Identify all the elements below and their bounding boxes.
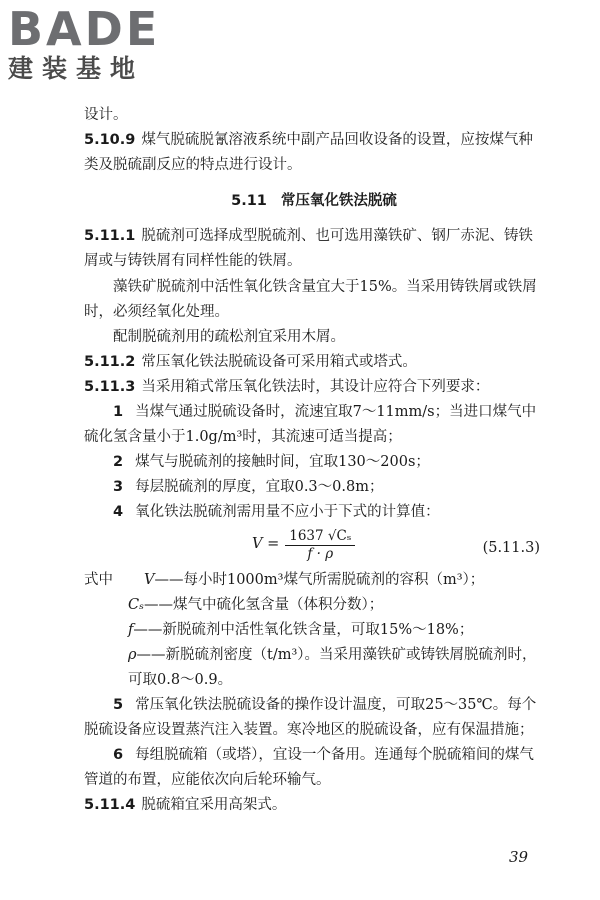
equation-fraction	[285, 528, 355, 563]
variable-definition-rho	[84, 643, 544, 693]
section-title: 常压氧化铁法脱硫	[280, 192, 397, 210]
clause-5-11-1	[84, 224, 544, 274]
item-text: 常压氧化铁法脱硫设备的操作设计温度，可取25～35℃。每个脱硫设备应设置蒸汽注入装置。寒冷地区的脱硫设备，应有保温措施；	[84, 696, 537, 739]
equation-numerator: 1637 √Cₛ	[285, 528, 355, 546]
clause-5-10-9	[84, 128, 544, 178]
item-text: 每组脱硫箱（或塔），宜设一个备用。连通每个脱硫箱间的煤气管道的布置，应能依次向后轮环输气。	[84, 747, 534, 789]
list-item-1	[84, 400, 544, 450]
variable-symbol: ρ	[128, 646, 137, 663]
list-item-3	[84, 475, 544, 500]
list-item-5	[84, 693, 544, 743]
list-item-6	[84, 743, 544, 793]
clause-5-11-3	[84, 375, 544, 400]
equation	[84, 528, 544, 566]
item-number: 2	[113, 454, 124, 471]
item-text: 当煤气通过脱硫设备时，流速宜取7～11mm/s；当进口煤气中硫化氢含量小于1.0g/m³时，其流速可适当提高；	[84, 404, 537, 446]
list-item-2	[84, 450, 544, 475]
clause-text: 脱硫箱宜采用高架式。	[141, 797, 287, 814]
clause-number: 5.11.1	[84, 228, 136, 245]
clause-text: 脱硫剂可选择成型脱硫剂、也可选用藻铁矿、钢厂赤泥、铸铁屑或与铸铁屑有同样性能的铁屑。	[84, 228, 533, 270]
brand-logo	[8, 4, 178, 84]
item-number: 1	[113, 404, 124, 421]
item-text: 每层脱硫剂的厚度，宜取0.3～0.8m；	[135, 479, 384, 496]
item-number: 3	[113, 479, 124, 496]
list-item-4	[84, 500, 544, 525]
variable-symbol: f	[128, 621, 134, 638]
variable-description: ——每小时1000m³煤气所需脱硫剂的容积（m³）；	[154, 571, 485, 588]
section-heading	[84, 188, 544, 214]
equation-number: (5.11.3)	[482, 539, 540, 556]
variable-description: ——新脱硫剂密度（t/m³）。当采用藻铁矿或铸铁屑脱硫剂时，可取0.8～0.9。	[128, 646, 537, 688]
section-number: 5.11	[231, 193, 267, 210]
clause-5-11-4	[84, 793, 544, 818]
paragraph-continuation: 设计。	[84, 107, 128, 123]
clause-text: 当采用箱式常压氧化铁法时，其设计应符合下列要求：	[141, 378, 490, 395]
document-body	[84, 103, 544, 818]
item-text: 氧化铁法脱硫剂需用量不应小于下式的计算值：	[135, 504, 440, 521]
variable-definition-cs	[84, 593, 544, 618]
logo-subtitle: 建装基地	[8, 54, 145, 83]
equation-lhs: V =	[252, 536, 280, 553]
equation-body	[252, 528, 355, 563]
variable-description: ——煤气中硫化氢含量（体积分数）；	[143, 596, 384, 613]
item-number: 5	[113, 696, 124, 713]
item-number: 4	[113, 504, 124, 521]
paragraph: 藻铁矿脱硫剂中活性氧化铁含量宜大于15%。当采用铸铁屑或铁屑时，必须经氧化处理。	[84, 278, 537, 320]
clause-text: 煤气脱硫脱氰溶液系统中副产品回收设备的设置，应按煤气种类及脱硫副反应的特点进行设计。	[84, 132, 533, 174]
equation-denominator: f · ρ	[307, 545, 334, 562]
variable-symbol: V	[144, 571, 155, 588]
variable-definition-f	[84, 618, 544, 643]
variable-symbol: Cₛ	[128, 596, 144, 613]
clause-5-11-2	[84, 350, 544, 375]
variable-definition-v	[84, 568, 544, 593]
page-number: 39	[509, 848, 529, 866]
item-text: 煤气与脱硫剂的接触时间，宜取130～200s；	[135, 454, 430, 471]
where-label: 式中	[84, 571, 113, 588]
clause-number: 5.11.4	[84, 797, 136, 814]
clause-number: 5.11.3	[84, 378, 136, 395]
variable-description: ——新脱硫剂中活性氧化铁含量，可取15%～18%；	[133, 621, 474, 638]
paragraph: 配制脱硫剂用的疏松剂宜采用木屑。	[113, 328, 345, 345]
logo-wordmark: BADE	[8, 2, 161, 56]
item-number: 6	[113, 747, 124, 764]
clause-number: 5.10.9	[84, 132, 136, 149]
clause-text: 常压氧化铁法脱硫设备可采用箱式或塔式。	[141, 353, 417, 370]
clause-number: 5.11.2	[84, 353, 136, 370]
